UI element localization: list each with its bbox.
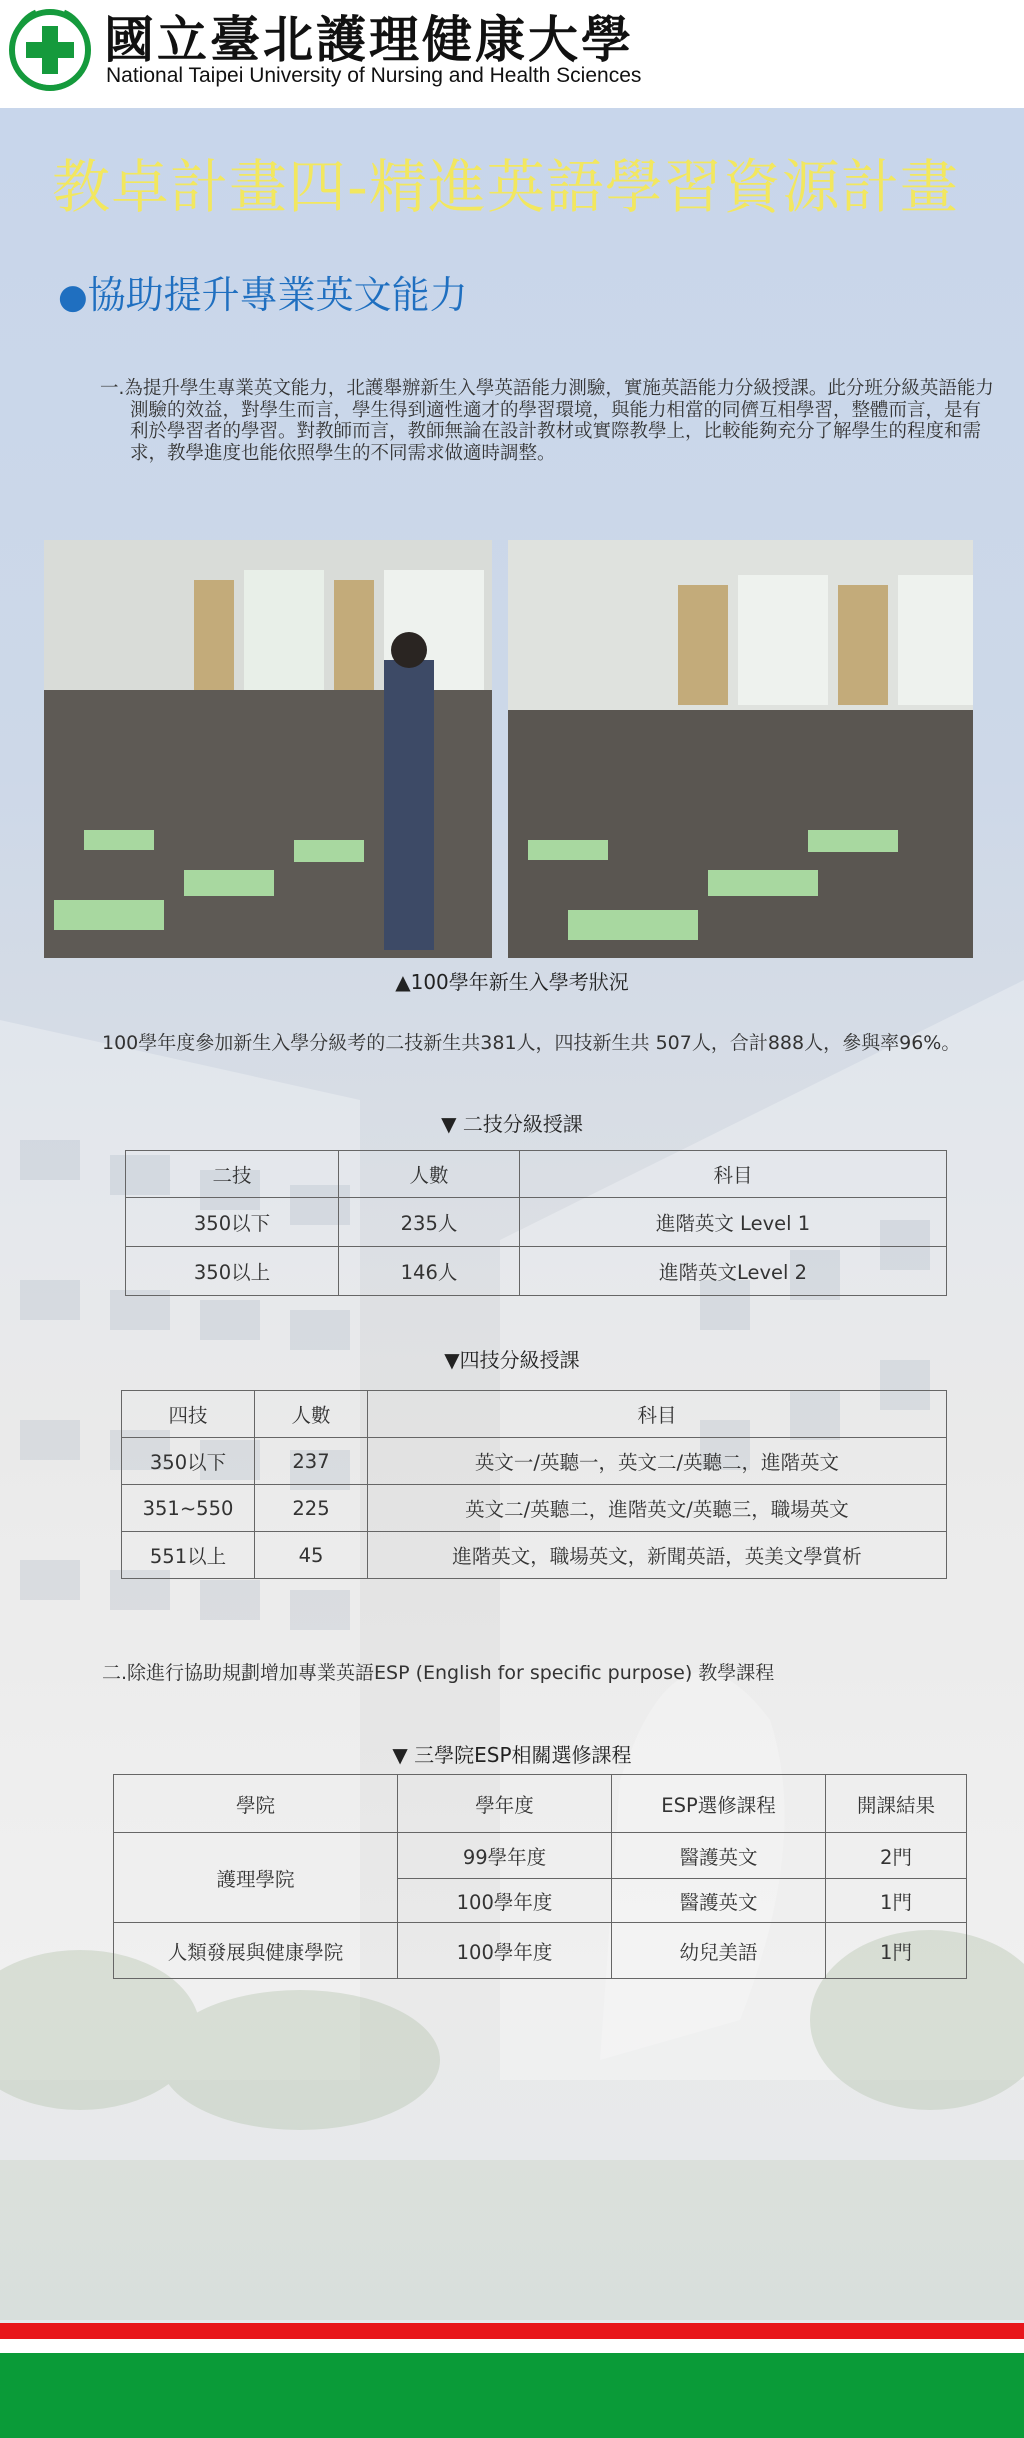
table-2-caption: ▼四技分級授課: [444, 1348, 580, 1372]
table-cell: 45: [255, 1532, 368, 1579]
paragraph-1: 一.為提升學生專業英文能力，北護舉辦新生入學英語能力測驗，實施英語能力分級授課。此分班分級英語能力測驗的效益，對學生而言，學生得到適性適才的學習環境，與能力相當的同儕互相學習，整體而言，是有利於學習者的學習。對教師而言，教師無論在設計教材或實際教學上，比較能夠充分了解學生的程度和需求，教學進度也能依照學生的不同需求做適時調整。: [100, 378, 994, 464]
university-name-zh: 國立臺北護理健康大學: [104, 10, 634, 69]
table-header: 四技: [122, 1391, 255, 1438]
paragraph-2: 100學年度參加新生入學分級考的二技新生共381人，四技新生共 507人，合計888人，參與率96%。: [102, 1032, 961, 1054]
table-row: [122, 1532, 947, 1579]
table-cell: 英文一/英聽一，英文二/英聽二，進階英文: [368, 1438, 947, 1485]
university-emblem-icon: [6, 4, 94, 92]
table-header: 開課結果: [826, 1775, 967, 1833]
table-header-row: [122, 1391, 947, 1438]
table-cell: 551以上: [122, 1532, 255, 1579]
university-name-en: National Taipei University of Nursing and Health Sciences: [106, 64, 642, 87]
esp-courses-table: [113, 1774, 967, 1979]
table-cell: 350以上: [126, 1247, 339, 1296]
table-cell-college: 人類發展與健康學院: [114, 1923, 398, 1979]
classroom-photo-1: [44, 540, 492, 958]
table-cell: 1門: [826, 1879, 967, 1923]
header: [0, 0, 1024, 108]
footer-red-stripe: [0, 2323, 1024, 2339]
table-cell: 進階英文 Level 1: [520, 1198, 947, 1247]
table-header: 科目: [520, 1151, 947, 1198]
bullet-icon: ●: [58, 277, 88, 317]
table-cell: 2門: [826, 1833, 967, 1879]
table-header: ESP選修課程: [612, 1775, 826, 1833]
table-cell: 1門: [826, 1923, 967, 1979]
page-title: 教卓計畫四-精進英語學習資源計畫: [52, 153, 959, 221]
table-row: [126, 1198, 947, 1247]
table-cell: 幼兒美語: [612, 1923, 826, 1979]
footer-white-stripe: [0, 2339, 1024, 2353]
table-header: 人數: [339, 1151, 520, 1198]
table-4-year-placement: [121, 1390, 947, 1579]
table-row: [114, 1833, 967, 1879]
section-heading: [58, 264, 468, 319]
table-header: 二技: [126, 1151, 339, 1198]
table-1-caption: ▼ 二技分級授課: [441, 1112, 583, 1136]
table-cell: 237: [255, 1438, 368, 1485]
table-cell: 146人: [339, 1247, 520, 1296]
table-cell: 99學年度: [398, 1833, 612, 1879]
table-row: [126, 1247, 947, 1296]
table-cell: 100學年度: [398, 1923, 612, 1979]
section-heading-text: 協助提升專業英文能力: [87, 273, 468, 317]
classroom-photo-2: [508, 540, 973, 958]
footer-green-band: [0, 2353, 1024, 2438]
table-row: [114, 1923, 967, 1979]
table-header: 科目: [368, 1391, 947, 1438]
table-cell: 醫護英文: [612, 1833, 826, 1879]
table-cell: 350以下: [122, 1438, 255, 1485]
table-cell: 100學年度: [398, 1879, 612, 1923]
photo-caption: ▲100學年新生入學考狀況: [395, 970, 629, 994]
table-header-row: [126, 1151, 947, 1198]
table-row: [122, 1438, 947, 1485]
paragraph-3: 二.除進行協助規劃增加專業英語ESP (English for specific purpose) 教學課程: [102, 1662, 775, 1684]
table-cell: 英文二/英聽二，進階英文/英聽三，職場英文: [368, 1485, 947, 1532]
table-cell: 225: [255, 1485, 368, 1532]
table-3-caption: ▼ 三學院ESP相關選修課程: [392, 1743, 632, 1767]
table-header-row: [114, 1775, 967, 1833]
table-header: 學年度: [398, 1775, 612, 1833]
table-header: 學院: [114, 1775, 398, 1833]
table-cell: 351~550: [122, 1485, 255, 1532]
table-cell: 醫護英文: [612, 1879, 826, 1923]
table-2-year-placement: [125, 1150, 947, 1296]
table-cell: 進階英文，職場英文，新聞英語，英美文學賞析: [368, 1532, 947, 1579]
table-cell: 350以下: [126, 1198, 339, 1247]
table-row: [122, 1485, 947, 1532]
table-header: 人數: [255, 1391, 368, 1438]
table-cell: 235人: [339, 1198, 520, 1247]
table-cell-college: 護理學院: [114, 1833, 398, 1923]
table-cell: 進階英文Level 2: [520, 1247, 947, 1296]
